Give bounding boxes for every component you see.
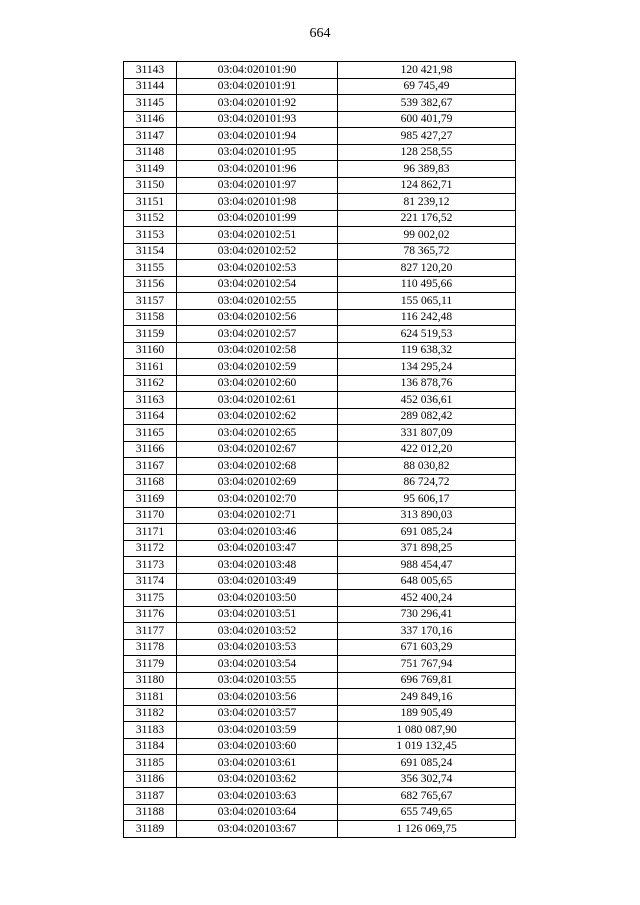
cadastral-value-cell: 600 401,79: [338, 111, 516, 128]
cadastral-number-cell: 03:04:020103:55: [177, 672, 338, 689]
row-number-cell: 31168: [124, 474, 177, 491]
cadastral-value-cell: 313 890,03: [338, 507, 516, 524]
row-number-cell: 31188: [124, 804, 177, 821]
row-number-cell: 31177: [124, 623, 177, 640]
row-number-cell: 31162: [124, 375, 177, 392]
table-row: [124, 309, 516, 326]
cadastral-number-cell: 03:04:020101:90: [177, 62, 338, 79]
row-number-cell: 31160: [124, 342, 177, 359]
table-row: [124, 771, 516, 788]
row-number-cell: 31178: [124, 639, 177, 656]
row-number-cell: 31158: [124, 309, 177, 326]
cadastral-number-cell: 03:04:020102:51: [177, 227, 338, 244]
table-row: [124, 62, 516, 79]
cadastral-value-cell: 624 519,53: [338, 326, 516, 343]
cadastral-value-cell: 1 019 132,45: [338, 738, 516, 755]
page-number: 664: [309, 26, 331, 41]
row-number-cell: 31167: [124, 458, 177, 475]
cadastral-number-cell: 03:04:020102:70: [177, 491, 338, 508]
table-row: [124, 177, 516, 194]
table-row: [124, 111, 516, 128]
cadastral-value-cell: 1 080 087,90: [338, 722, 516, 739]
cadastral-value-cell: 1 126 069,75: [338, 821, 516, 838]
cadastral-value-cell: 86 724,72: [338, 474, 516, 491]
cadastral-number-cell: 03:04:020101:92: [177, 95, 338, 112]
cadastral-number-cell: 03:04:020101:97: [177, 177, 338, 194]
cadastral-number-cell: 03:04:020103:57: [177, 705, 338, 722]
cadastral-value-cell: 827 120,20: [338, 260, 516, 277]
table-row: [124, 821, 516, 838]
cadastral-value-cell: 81 239,12: [338, 194, 516, 211]
cadastral-number-cell: 03:04:020101:99: [177, 210, 338, 227]
cadastral-number-cell: 03:04:020102:62: [177, 408, 338, 425]
row-number-cell: 31148: [124, 144, 177, 161]
table-row: [124, 359, 516, 376]
cadastral-value-cell: 730 296,41: [338, 606, 516, 623]
table-row: [124, 557, 516, 574]
table-row: [124, 144, 516, 161]
cadastral-number-cell: 03:04:020102:54: [177, 276, 338, 293]
table-row: [124, 672, 516, 689]
table-row: [124, 606, 516, 623]
cadastral-value-cell: 78 365,72: [338, 243, 516, 260]
cadastral-number-cell: 03:04:020101:96: [177, 161, 338, 178]
row-number-cell: 31164: [124, 408, 177, 425]
cadastral-value-cell: 116 242,48: [338, 309, 516, 326]
cadastral-number-cell: 03:04:020102:67: [177, 441, 338, 458]
row-number-cell: 31176: [124, 606, 177, 623]
row-number-cell: 31172: [124, 540, 177, 557]
table-row: [124, 524, 516, 541]
row-number-cell: 31161: [124, 359, 177, 376]
cadastral-number-cell: 03:04:020102:61: [177, 392, 338, 409]
cadastral-number-cell: 03:04:020103:53: [177, 639, 338, 656]
cadastral-number-cell: 03:04:020103:48: [177, 557, 338, 574]
cadastral-number-cell: 03:04:020102:53: [177, 260, 338, 277]
cadastral-number-cell: 03:04:020102:68: [177, 458, 338, 475]
cadastral-value-cell: 691 085,24: [338, 755, 516, 772]
row-number-cell: 31170: [124, 507, 177, 524]
cadastral-value-cell: 648 005,65: [338, 573, 516, 590]
table-row: [124, 623, 516, 640]
row-number-cell: 31155: [124, 260, 177, 277]
row-number-cell: 31156: [124, 276, 177, 293]
table-row: [124, 326, 516, 343]
cadastral-value-cell: 189 905,49: [338, 705, 516, 722]
cadastral-value-cell: 119 638,32: [338, 342, 516, 359]
cadastral-value-cell: 249 849,16: [338, 689, 516, 706]
cadastral-number-cell: 03:04:020103:49: [177, 573, 338, 590]
row-number-cell: 31189: [124, 821, 177, 838]
row-number-cell: 31152: [124, 210, 177, 227]
row-number-cell: 31185: [124, 755, 177, 772]
table-row: [124, 95, 516, 112]
table-row: [124, 705, 516, 722]
cadastral-value-cell: 95 606,17: [338, 491, 516, 508]
row-number-cell: 31159: [124, 326, 177, 343]
row-number-cell: 31149: [124, 161, 177, 178]
row-number-cell: 31146: [124, 111, 177, 128]
cadastral-number-cell: 03:04:020102:57: [177, 326, 338, 343]
row-number-cell: 31143: [124, 62, 177, 79]
row-number-cell: 31182: [124, 705, 177, 722]
row-number-cell: 31144: [124, 78, 177, 95]
row-number-cell: 31173: [124, 557, 177, 574]
row-number-cell: 31179: [124, 656, 177, 673]
cadastral-number-cell: 03:04:020103:60: [177, 738, 338, 755]
cadastral-number-cell: 03:04:020102:58: [177, 342, 338, 359]
cadastral-value-cell: 452 400,24: [338, 590, 516, 607]
cadastral-number-cell: 03:04:020103:63: [177, 788, 338, 805]
table-row: [124, 78, 516, 95]
cadastral-number-cell: 03:04:020103:46: [177, 524, 338, 541]
cadastral-value-cell: 539 382,67: [338, 95, 516, 112]
cadastral-number-cell: 03:04:020103:61: [177, 755, 338, 772]
cadastral-number-cell: 03:04:020103:50: [177, 590, 338, 607]
row-number-cell: 31183: [124, 722, 177, 739]
cadastral-value-cell: 134 295,24: [338, 359, 516, 376]
cadastral-value-cell: 155 065,11: [338, 293, 516, 310]
table-row: [124, 128, 516, 145]
cadastral-value-cell: 682 765,67: [338, 788, 516, 805]
table-row: [124, 441, 516, 458]
cadastral-number-cell: 03:04:020102:55: [177, 293, 338, 310]
cadastral-value-cell: 289 082,42: [338, 408, 516, 425]
table-row: [124, 804, 516, 821]
cadastral-number-cell: 03:04:020103:54: [177, 656, 338, 673]
cadastral-number-cell: 03:04:020103:62: [177, 771, 338, 788]
table-row: [124, 722, 516, 739]
cadastral-number-cell: 03:04:020102:52: [177, 243, 338, 260]
cadastral-number-cell: 03:04:020102:65: [177, 425, 338, 442]
cadastral-value-cell: 655 749,65: [338, 804, 516, 821]
cadastral-number-cell: 03:04:020103:59: [177, 722, 338, 739]
cadastral-value-cell: 371 898,25: [338, 540, 516, 557]
table-row: [124, 755, 516, 772]
cadastral-value-cell: 110 495,66: [338, 276, 516, 293]
cadastral-number-cell: 03:04:020101:91: [177, 78, 338, 95]
cadastral-value-cell: 128 258,55: [338, 144, 516, 161]
cadastral-value-table: [123, 61, 516, 838]
table-row: [124, 276, 516, 293]
row-number-cell: 31147: [124, 128, 177, 145]
cadastral-value-cell: 96 389,83: [338, 161, 516, 178]
cadastral-value-cell: 337 170,16: [338, 623, 516, 640]
row-number-cell: 31171: [124, 524, 177, 541]
cadastral-number-cell: 03:04:020101:94: [177, 128, 338, 145]
cadastral-number-cell: 03:04:020103:47: [177, 540, 338, 557]
table-row: [124, 375, 516, 392]
cadastral-value-cell: 985 427,27: [338, 128, 516, 145]
cadastral-number-cell: 03:04:020103:64: [177, 804, 338, 821]
cadastral-value-cell: 422 012,20: [338, 441, 516, 458]
table-row: [124, 392, 516, 409]
cadastral-value-cell: 221 176,52: [338, 210, 516, 227]
cadastral-value-cell: 88 030,82: [338, 458, 516, 475]
cadastral-number-cell: 03:04:020102:56: [177, 309, 338, 326]
row-number-cell: 31184: [124, 738, 177, 755]
cadastral-value-cell: 671 603,29: [338, 639, 516, 656]
cadastral-number-cell: 03:04:020103:56: [177, 689, 338, 706]
table-row: [124, 590, 516, 607]
cadastral-value-cell: 356 302,74: [338, 771, 516, 788]
cadastral-number-cell: 03:04:020102:69: [177, 474, 338, 491]
table-row: [124, 194, 516, 211]
row-number-cell: 31187: [124, 788, 177, 805]
table-row: [124, 738, 516, 755]
cadastral-number-cell: 03:04:020101:95: [177, 144, 338, 161]
row-number-cell: 31154: [124, 243, 177, 260]
cadastral-value-cell: 452 036,61: [338, 392, 516, 409]
row-number-cell: 31150: [124, 177, 177, 194]
table-row: [124, 491, 516, 508]
table-row: [124, 425, 516, 442]
row-number-cell: 31174: [124, 573, 177, 590]
cadastral-value-cell: 99 002,02: [338, 227, 516, 244]
row-number-cell: 31186: [124, 771, 177, 788]
table-row: [124, 342, 516, 359]
cadastral-number-cell: 03:04:020102:59: [177, 359, 338, 376]
table-row: [124, 788, 516, 805]
cadastral-value-cell: 331 807,09: [338, 425, 516, 442]
table-row: [124, 408, 516, 425]
row-number-cell: 31157: [124, 293, 177, 310]
table-row: [124, 540, 516, 557]
cadastral-value-cell: 120 421,98: [338, 62, 516, 79]
table-row: [124, 227, 516, 244]
table-row: [124, 243, 516, 260]
row-number-cell: 31181: [124, 689, 177, 706]
table-row: [124, 293, 516, 310]
table-row: [124, 639, 516, 656]
cadastral-number-cell: 03:04:020103:67: [177, 821, 338, 838]
cadastral-number-cell: 03:04:020101:98: [177, 194, 338, 211]
row-number-cell: 31169: [124, 491, 177, 508]
row-number-cell: 31145: [124, 95, 177, 112]
row-number-cell: 31175: [124, 590, 177, 607]
cadastral-value-cell: 988 454,47: [338, 557, 516, 574]
table-row: [124, 260, 516, 277]
table-row: [124, 689, 516, 706]
cadastral-number-cell: 03:04:020103:52: [177, 623, 338, 640]
row-number-cell: 31166: [124, 441, 177, 458]
cadastral-number-cell: 03:04:020101:93: [177, 111, 338, 128]
row-number-cell: 31163: [124, 392, 177, 409]
table-body: [124, 62, 516, 838]
table-row: [124, 210, 516, 227]
cadastral-number-cell: 03:04:020103:51: [177, 606, 338, 623]
table-row: [124, 573, 516, 590]
cadastral-number-cell: 03:04:020102:60: [177, 375, 338, 392]
cadastral-value-cell: 691 085,24: [338, 524, 516, 541]
table-row: [124, 161, 516, 178]
cadastral-value-cell: 696 769,81: [338, 672, 516, 689]
row-number-cell: 31180: [124, 672, 177, 689]
row-number-cell: 31153: [124, 227, 177, 244]
cadastral-value-cell: 124 862,71: [338, 177, 516, 194]
table-row: [124, 656, 516, 673]
table-row: [124, 474, 516, 491]
row-number-cell: 31151: [124, 194, 177, 211]
table-row: [124, 458, 516, 475]
cadastral-number-cell: 03:04:020102:71: [177, 507, 338, 524]
cadastral-value-cell: 69 745,49: [338, 78, 516, 95]
row-number-cell: 31165: [124, 425, 177, 442]
cadastral-value-cell: 136 878,76: [338, 375, 516, 392]
cadastral-value-cell: 751 767,94: [338, 656, 516, 673]
table-row: [124, 507, 516, 524]
